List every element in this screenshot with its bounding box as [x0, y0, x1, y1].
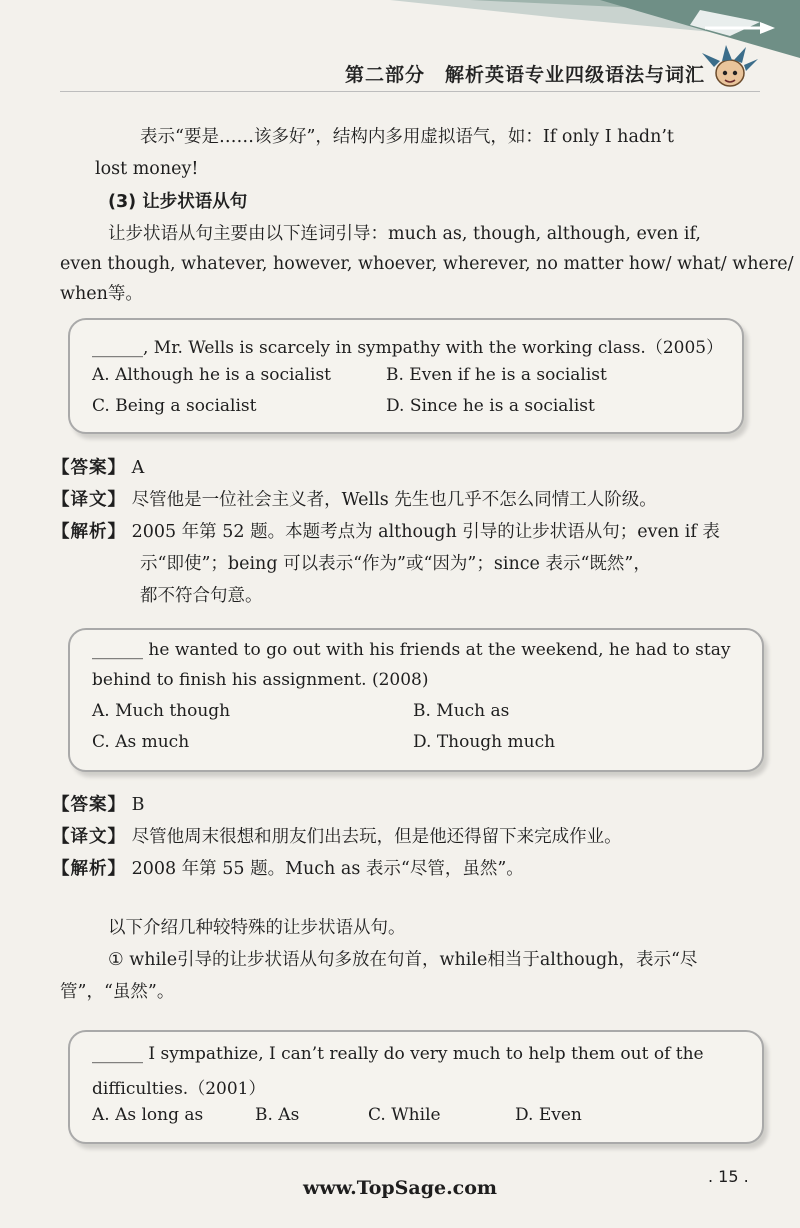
analysis-2-row	[52, 854, 524, 884]
footer-url[interactable]: www.TopSage.com	[302, 1177, 498, 1199]
intro-line-1: 表示“要是……该多好”，结构内多用虚拟语气，如：If only I hadn’t	[140, 127, 674, 147]
header-rule	[60, 91, 760, 92]
analysis-1-line-3: 都不符合句意。	[140, 586, 263, 606]
analysis-text: 2008 年第 55 题。Much as 表示“尽管，虽然”。	[131, 859, 524, 879]
q3-option-c: C. While	[368, 1105, 441, 1125]
q2-option-c: C. As much	[92, 732, 190, 752]
analysis-1-line-2: 示“即使”；being 可以表示“作为”或“因为”；since 表示“既然”，	[140, 554, 651, 574]
special-item-1-line-1: ① while引导的让步状语从句多放在句首，while相当于although，表示“尽	[108, 950, 698, 970]
section-line-2: even though, whatever, however, whoever, wherever, no matter how/ what/ where/	[60, 254, 794, 274]
answer-value: A	[131, 458, 145, 478]
translation-2-row	[52, 822, 622, 852]
translation-text: 尽管他周末很想和朋友们出去玩，但是他还得留下来完成作业。	[131, 827, 622, 847]
q3-option-a: A. As long as	[92, 1105, 204, 1125]
answer-value: B	[131, 795, 145, 815]
translation-text: 尽管他是一位社会主义者，Wells 先生也几乎不怎么同情工人阶级。	[131, 490, 657, 510]
page-number: . 15 .	[708, 1167, 749, 1186]
q1-option-b: B. Even if he is a socialist	[386, 365, 607, 385]
answer-2-row	[52, 790, 144, 820]
q2-option-d: D. Though much	[413, 732, 556, 752]
q3-option-b: B. As	[255, 1105, 300, 1125]
question-1-stem: ______, Mr. Wells is scarcely in sympathy with the working class.（2005）	[92, 338, 724, 358]
question-3-stem-2: difficulties.（2001）	[92, 1079, 266, 1099]
page-header	[0, 0, 800, 95]
question-2-stem-2: behind to finish his assignment. (2008)	[92, 670, 429, 690]
answer-tag: 【答案】	[52, 795, 126, 815]
answer-tag: 【答案】	[52, 458, 126, 478]
question-2-stem-1: ______ he wanted to go out with his friends at the weekend, he had to stay	[92, 640, 731, 660]
q1-option-c: C. Being a socialist	[92, 396, 257, 416]
q3-option-d: D. Even	[515, 1105, 582, 1125]
chapter-title: 第二部分 解析英语专业四级语法与词汇	[345, 64, 706, 86]
analysis-tag: 【解析】	[52, 859, 126, 879]
question-3-stem-1: ______ I sympathize, I can’t really do very much to help them out of the	[92, 1044, 704, 1064]
q2-option-a: A. Much though	[92, 701, 231, 721]
special-item-1-line-2: 管”，“虽然”。	[60, 982, 175, 1002]
analysis-1-row	[52, 517, 720, 547]
q1-option-a: A. Although he is a socialist	[92, 365, 331, 385]
translation-tag: 【译文】	[52, 827, 126, 847]
analysis-text-1: 2005 年第 52 题。本题考点为 although 引导的让步状语从句；even if 表	[131, 522, 720, 542]
section-line-3: when等。	[60, 284, 143, 304]
mascot-icon	[700, 45, 760, 95]
intro-line-2: lost money!	[95, 159, 199, 179]
analysis-tag: 【解析】	[52, 522, 126, 542]
section-line-1: 让步状语从句主要由以下连词引导：much as, though, although, even if,	[108, 224, 701, 244]
special-intro: 以下介绍几种较特殊的让步状语从句。	[108, 918, 406, 938]
translation-tag: 【译文】	[52, 490, 126, 510]
answer-1-row	[52, 453, 144, 483]
q1-option-d: D. Since he is a socialist	[386, 396, 595, 416]
q2-option-b: B. Much as	[413, 701, 510, 721]
section-heading: (3) 让步状语从句	[108, 192, 248, 212]
translation-1-row	[52, 485, 657, 515]
